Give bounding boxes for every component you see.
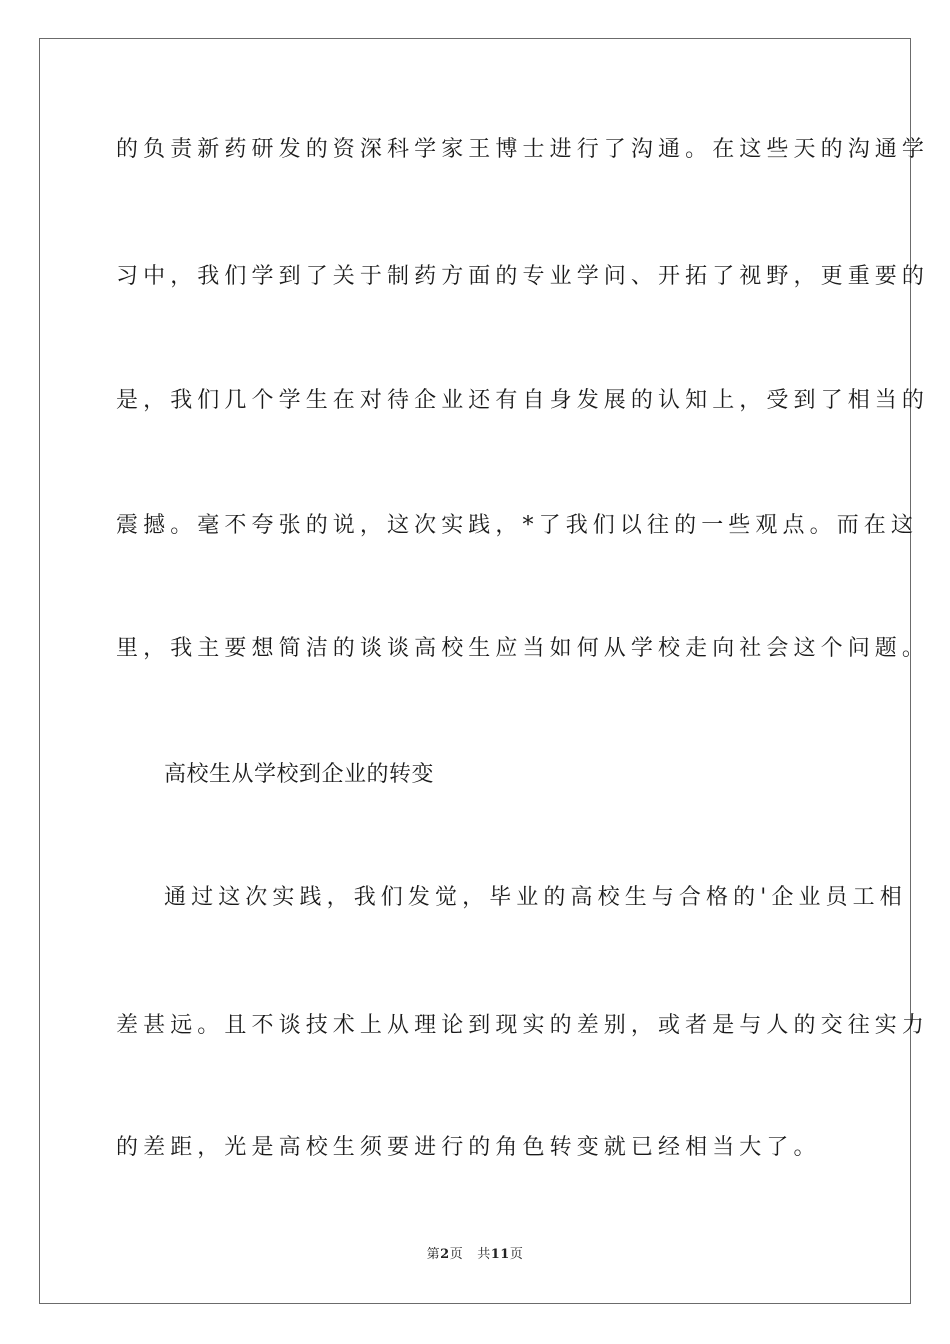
page-footer [0,1246,950,1264]
footer-page-prefix: 第 [426,1247,441,1262]
body-line-2: 习中，我们学到了关于制药方面的专业学问、开拓了视野，更重要的 [116,264,930,289]
body-line-7: 通过这次实践，我们发觉，毕业的高校生与合格的'企业员工相 [164,885,907,910]
footer-page-suffix: 页 [449,1247,464,1262]
body-line-1: 的负责新药研发的资深科学家王博士进行了沟通。在这些天的沟通学 [116,137,930,162]
body-line-8: 差甚远。且不谈技术上从理论到现实的差别，或者是与人的交往实力 [116,1013,930,1038]
footer-total-prefix: 共 [477,1247,491,1262]
page-border [39,38,930,1304]
body-line-4: 震撼。毫不夸张的说，这次实践，*了我们以往的一些观点。而在这 [116,513,919,538]
body-line-5: 里，我主要想简洁的谈谈高校生应当如何从学校走向社会这个问题。 [116,636,930,661]
body-line-3: 是，我们几个学生在对待企业还有自身发展的认知上，受到了相当的 [116,388,930,413]
section-heading: 高校生从学校到企业的转变 [164,762,435,787]
footer-total-pages: 11 [490,1247,510,1262]
body-line-9: 的差距，光是高校生须要进行的角色转变就已经相当大了。 [116,1135,821,1160]
footer-page-number: 2 [440,1247,450,1262]
footer-total-suffix: 页 [509,1247,524,1262]
